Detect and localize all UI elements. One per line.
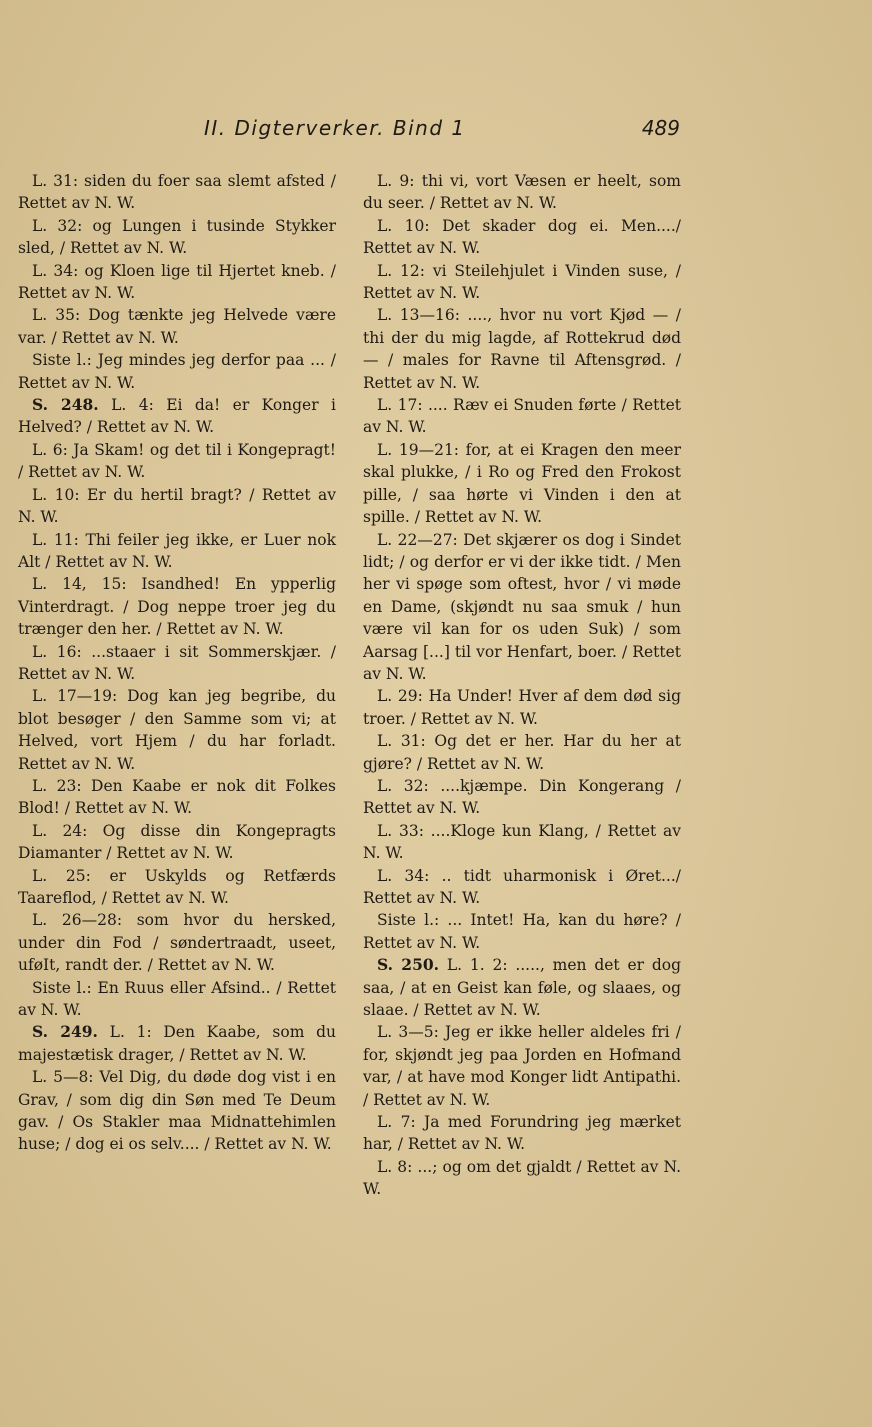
note-text: L. 19—21: for, at ei Kragen den meer skal plukke, / i Ro og Fred den Frokost pille, / saa hørte vi Vinden i den at spille. / Rettet av N. W. [363,440,681,527]
section-marker: S. 250. [377,955,440,975]
note-entry [363,730,681,775]
running-title: II. Digterverker. Bind 1 [204,116,466,140]
note-entry [363,439,681,529]
note-entry [18,573,336,640]
note-entry [18,909,336,976]
note-text: L. 17—19: Dog kan jeg begribe, du blot besøger / den Samme som vi; at Helved, vort Hjem / du har forladt. Rettet av N. W. [18,687,336,773]
note-text: L. 26—28: som hvor du hersked, under din Fod / søndertraadt, useet, uføIt, randt der. / Rettet av N. W. [18,911,336,975]
note-entry [18,170,336,215]
note-text: L. 35: Dog tænkte jeg Helvede være var. / Rettet av N. W. [18,306,336,347]
page-header [200,116,680,146]
note-text: L. 11: Thi feiler jeg ikke, er Luer nok Alt / Rettet av N. W. [18,530,336,571]
note-entry [18,304,336,349]
note-entry [363,865,681,910]
note-text: L. 24: Og disse din Kongepragts Diamanter / Rettet av N. W. [18,821,336,863]
note-text: L. 14, 15: Isandhed! En ypperlig Vinterdragt. / Dog neppe troer jeg du trænger den her. / Rettet av N. W. [18,575,336,639]
note-entry [18,1066,336,1156]
note-entry [363,529,681,686]
note-entry [363,304,681,394]
note-entry [363,1021,681,1111]
note-text: L. 13—16: ...., hvor nu vort Kjød — / thi der du mig lagde, af Rottekrud død — / males for Ravne til Aftensgrød. / Rettet av N. W. [363,306,681,392]
note-entry [18,349,336,394]
note-entry [18,394,336,439]
right-column [363,170,681,1201]
note-text: Siste l.: Jeg mindes jeg derfor paa ... / Rettet av N. W. [18,351,336,392]
note-text: L. 32: og Lungen i tusinde Stykker sled, / Rettet av N. W. [18,216,336,258]
note-text: L. 23: Den Kaabe er nok dit Folkes Blod! / Rettet av N. W. [18,776,336,818]
note-entry [18,775,336,820]
note-entry [363,954,681,1021]
note-text: L. 33: ....Kloge kun Klang, / Rettet av N. W. [363,821,681,863]
note-entry [18,977,336,1022]
note-text: L. 9: thi vi, vort Væsen er heelt, som du seer. / Rettet av N. W. [363,172,681,213]
note-entry [18,685,336,775]
note-entry [18,484,336,529]
left-column [18,170,336,1156]
note-entry [363,909,681,954]
note-text: L. 12: vi Steilehjulet i Vinden suse, / Rettet av N. W. [363,261,681,303]
note-text: L. 10: Det skader dog ei. Men..../ Rettet av N. W. [363,216,681,258]
note-entry [363,170,681,215]
page-number: 489 [641,116,680,140]
note-entry [18,820,336,865]
note-entry [363,394,681,439]
note-entry [18,1021,336,1066]
note-entry [363,685,681,730]
note-entry [18,865,336,910]
note-text: Siste l.: ... Intet! Ha, kan du høre? / Rettet av N. W. [363,911,681,952]
note-text: L. 5—8: Vel Dig, du døde dog vist i en Grav, / som dig din Søn med Te Deum gav. / Os Stakler maa Midnattehimlen huse; / dog ei os selv.... / Rettet av N. W. [18,1068,336,1154]
note-text: L. 31: siden du foer saa slemt afsted / Rettet av N. W. [18,172,336,213]
note-text: L. 17: .... Ræv ei Snuden førte / Rettet av N. W. [363,396,681,437]
note-entry [363,1156,681,1201]
note-text: L. 1: Den Kaabe, som du majestætisk drager, / Rettet av N. W. [18,1023,337,1064]
note-entry [363,820,681,865]
note-text: L. 22—27: Det skjærer os dog i Sindet lidt; / og derfor er vi der ikke tidt. / Men her vi spøge som oftest, hvor / vi møde en Dame, (skjøndt nu saa smuk / hun være vil kan for os uden Suk) / som Aarsag [...] til vor Henfart, boer. / Rettet av N. W. [363,530,681,683]
note-text: L. 34: .. tidt uharmonisk i Øret.../ Rettet av N. W. [363,866,681,907]
note-text: L. 25: er Uskylds og Retfærds Taareflod, / Rettet av N. W. [18,866,336,907]
note-text: L. 10: Er du hertil bragt? / Rettet av N. W. [18,485,336,527]
note-entry [18,215,336,260]
note-entry [18,529,336,574]
note-text: L. 29: Ha Under! Hver af dem død sig troer. / Rettet av N. W. [363,687,681,728]
note-text: L. 8: ...; og om det gjaldt / Rettet av N. W. [363,1157,681,1199]
note-text: L. 6: Ja Skam! og det til i Kongepragt! / Rettet av N. W. [18,440,336,482]
note-text: L. 3—5: Jeg er ikke heller aldeles fri / for, skjøndt jeg paa Jorden en Hofmand var, / at have mod Konger lidt Antipathi. / Rettet av N. W. [363,1023,681,1109]
note-entry [18,260,336,305]
note-text: L. 32: ....kjæmpe. Din Kongerang / Rettet av N. W. [363,776,681,818]
note-entry [363,260,681,305]
note-text: L. 34: og Kloen lige til Hjertet kneb. / Rettet av N. W. [18,261,336,303]
note-entry [363,1111,681,1156]
note-text: L. 7: Ja med Forundring jeg mærket har, / Rettet av N. W. [363,1113,681,1154]
note-text: L. 1. 2: ....., men det er dog saa, / at en Geist kan føle, og slaaes, og slaae. / Rettet av N. W. [363,956,681,1020]
section-marker: S. 248. [32,395,99,415]
note-text: L. 31: Og det er her. Har du her at gjøre? / Rettet av N. W. [363,732,681,773]
note-text: L. 4: Ei da! er Konger i Helved? / Rettet av N. W. [18,396,336,437]
section-marker: S. 249. [32,1022,98,1042]
note-entry [363,215,681,260]
note-entry [18,439,336,484]
note-text: L. 16: ...staaer i sit Sommerskjær. / Rettet av N. W. [18,642,336,683]
note-entry [363,775,681,820]
note-text: Siste l.: En Ruus eller Afsind.. / Rettet av N. W. [18,978,336,1020]
note-entry [18,641,336,686]
